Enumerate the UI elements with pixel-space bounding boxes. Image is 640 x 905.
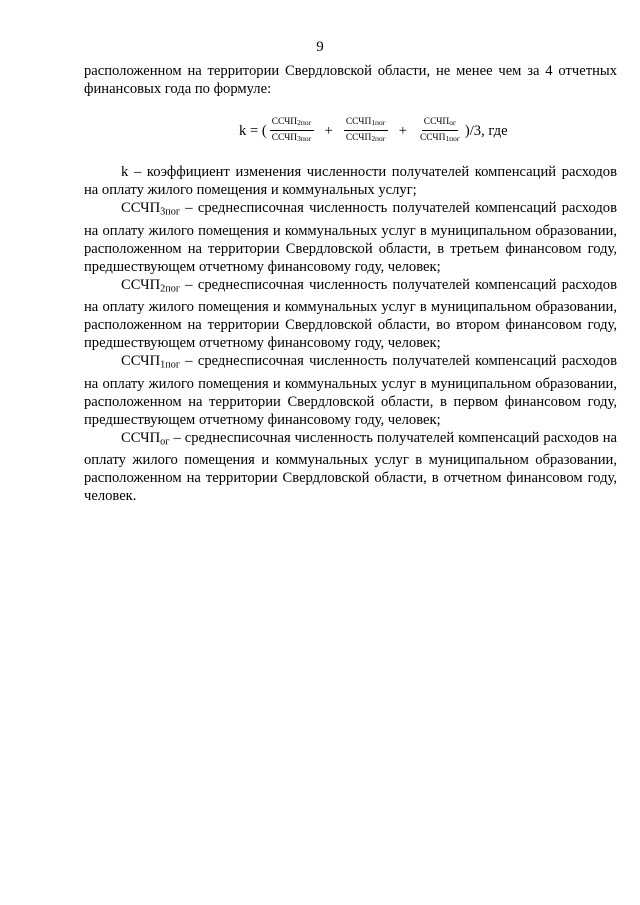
term-sschp-2pog-sub: 2пог — [160, 283, 181, 295]
definition-k — [84, 163, 617, 199]
term-sschp-3pog-sub: 3пог — [160, 206, 181, 218]
fraction-3-denominator-sub: 1пог — [445, 134, 460, 144]
fraction-2-numerator: ССЧП — [345, 117, 372, 127]
definition-sschp-1pog — [84, 352, 617, 429]
definition-sschp-og — [84, 429, 617, 506]
plus-sign-2: + — [398, 122, 407, 139]
fraction-3-denominator: ССЧП — [419, 133, 446, 144]
formula — [239, 116, 617, 145]
page-number: 9 — [316, 39, 324, 55]
term-sschp-og-sub: ог — [160, 436, 170, 448]
term-sschp-3pog: ССЧП — [121, 200, 161, 217]
fraction-1-denominator-sub: 3пог — [297, 134, 312, 144]
fraction-1-numerator-sub: 2пог — [297, 118, 312, 128]
plus-sign-1: + — [324, 122, 333, 139]
formula-fraction-1 — [270, 116, 314, 145]
definition-sschp-3pog — [84, 199, 617, 276]
definition-sschp-3pog-text: – среднесписочная численность получателей компенсаций расходов на оплату жилого помещения и коммунальных услуг в муниципальном образовании, расположенном на территории Свердловской области, в третьем финансовом году, предшествующем отчетному финансовому году, человек; — [84, 200, 617, 275]
fraction-2-denominator-sub: 2пог — [371, 134, 386, 144]
intro-paragraph: расположенном на территории Свердловской области, не менее чем за 4 отчетных финансовых года по формуле: — [84, 63, 617, 97]
definition-sschp-1pog-text: – среднесписочная численность получателей компенсаций расходов на оплату жилого помещения и коммунальных услуг в муниципальном образовании, расположенном на территории Свердловской области, в первом финансовом году, предшествующем отчетному финансовому году, человек; — [84, 353, 617, 428]
formula-fraction-2 — [344, 116, 388, 145]
formula-tail: )/3, где — [464, 122, 508, 139]
fraction-3-numerator-sub: ог — [449, 118, 457, 128]
formula-fraction-3 — [418, 116, 462, 145]
definition-k-text: – коэффициент изменения численности получателей компенсаций расходов на оплату жилого помещения и коммунальных услуг; — [84, 164, 617, 199]
document-body — [84, 62, 617, 505]
formula-lhs: k = ( — [239, 122, 267, 139]
term-sschp-1pog: ССЧП — [121, 353, 161, 370]
fraction-2-numerator-sub: 1пог — [371, 118, 386, 128]
definition-sschp-og-text: – среднесписочная численность получателей компенсаций расходов на оплату жилого помещения и коммунальных услуг в муниципальном образовании, расположенном на территории Свердловской области, в отчетном финансовом году, человек. — [84, 429, 617, 505]
fraction-1-denominator: ССЧП — [271, 133, 298, 144]
term-sschp-2pog: ССЧП — [121, 276, 161, 293]
definition-sschp-2pog — [84, 276, 617, 353]
term-k: k — [121, 164, 129, 181]
term-sschp-og: ССЧП — [121, 429, 161, 446]
term-sschp-1pog-sub: 1пог — [160, 359, 181, 371]
fraction-3-numerator: ССЧП — [423, 117, 450, 127]
definition-sschp-2pog-text: – среднесписочная численность получателей компенсаций расходов на оплату жилого помещения и коммунальных услуг в муниципальном образовании, расположенном на территории Свердловской области, во втором финансовом году, предшествующем отчетному финансовому году, человек; — [84, 276, 617, 352]
fraction-2-denominator: ССЧП — [345, 133, 372, 144]
fraction-1-numerator: ССЧП — [271, 117, 298, 127]
